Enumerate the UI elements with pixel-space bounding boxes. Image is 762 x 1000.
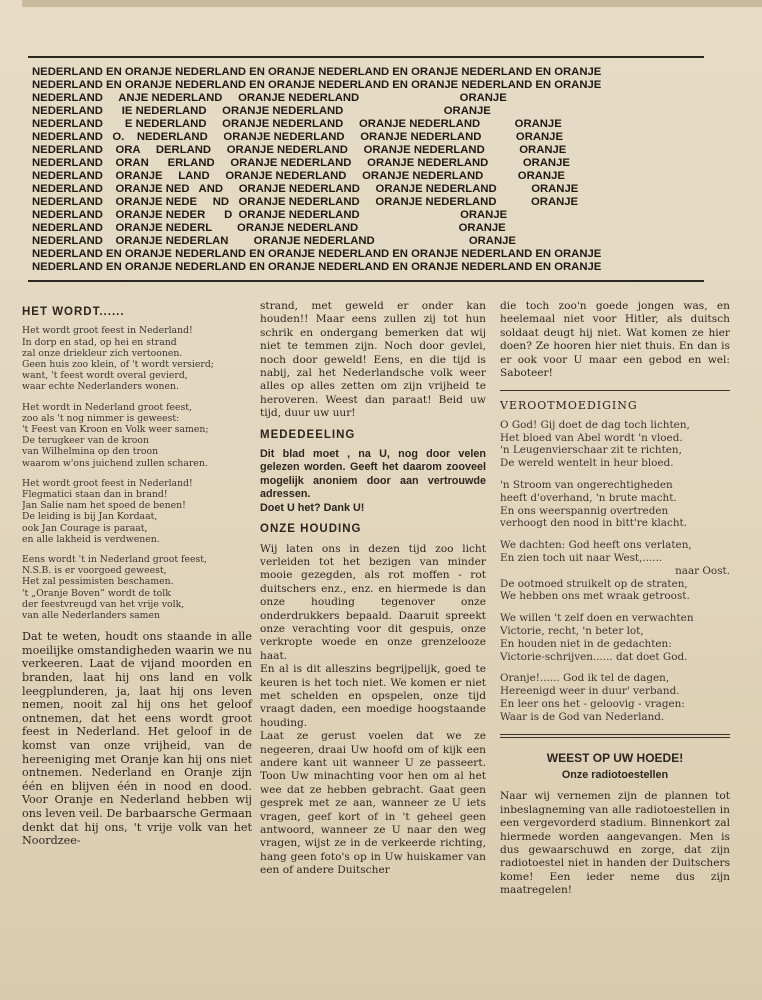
- banner-row: NEDERLAND IE NEDERLAND ORANJE NEDERLAND ORANJE: [32, 105, 491, 117]
- column-right: [500, 300, 730, 898]
- poem-stanza: [22, 402, 252, 469]
- poem-line: waarom w'ons juichend zullen scharen.: [22, 457, 208, 469]
- poem-line: O God! Gij doet de dag toch lichten,: [500, 418, 690, 431]
- poem-line: Het wordt groot feest in Nederland!: [22, 325, 193, 337]
- poem-line: waar echte Nederlanders wonen.: [22, 381, 179, 393]
- poem-line: De terugkeer van de kroon: [22, 435, 149, 447]
- banner-row: NEDERLAND ANJE NEDERLAND ORANJE NEDERLAND ORANJE: [32, 92, 507, 104]
- poem-line: We dachten: God heeft ons verlaten,: [500, 539, 692, 552]
- poem-line: Eens wordt 't in Nederland groot feest,: [22, 554, 207, 566]
- poem-line: Victorie-schrijven...... dat doet God.: [500, 650, 688, 663]
- banner-row: NEDERLAND ORANJE NEDERLAN ORANJE NEDERLAND ORANJE: [32, 235, 516, 247]
- banner-row: NEDERLAND ORANJE NEDER D ORANJE NEDERLAND ORANJE: [32, 209, 508, 221]
- article-body: En al is dit alleszins begrijpelijk, goed te keuren is het toch niet. We komen er niet met schelden en opspelen, onze tijd vraagt daden, een moedige hoogstaande houding.: [260, 663, 486, 729]
- poem-line: en alle lakheid is verdwenen.: [22, 533, 160, 545]
- poem-line: De ootmoed struikelt op de straten,: [500, 577, 688, 590]
- poem-line: naar Oost.: [675, 564, 730, 577]
- column-middle: [260, 300, 486, 878]
- poem-line: De leiding is bij Jan Kordaat,: [22, 511, 158, 523]
- poem-stanza: [500, 612, 730, 663]
- poem-line: 't Feest van Kroon en Volk weer samen;: [22, 424, 209, 436]
- poem-line: N.S.B. is er voorgoed geweest,: [22, 565, 167, 577]
- poem-line: van Wilhelmina op den troon: [22, 446, 159, 458]
- section-title: VEROOTMOEDIGING: [500, 399, 638, 413]
- poem-line: Jan Salie nam het spoed de benen!: [22, 500, 186, 512]
- banner-row: NEDERLAND E NEDERLAND ORANJE NEDERLAND ORANJE NEDERLAND ORANJE: [32, 118, 562, 130]
- poem-line: heeft d'overhand, 'n brute macht.: [500, 491, 677, 504]
- notice-text: Dit blad moet , na U, nog door velen gelezen worden. Geeft het daarom zooveel mogelijk anoniem door aan vertrouwde adressen.: [260, 448, 486, 501]
- poem-stanza: [500, 672, 730, 723]
- poem-line: We hebben ons met wraak getroost.: [500, 590, 690, 603]
- poem-line: Geen huis zoo klein, of 't wordt versierd;: [22, 359, 214, 371]
- banner-row: NEDERLAND O. NEDERLAND ORANJE NEDERLAND ORANJE NEDERLAND ORANJE: [32, 131, 564, 143]
- notice-question: Doet U het? Dank U!: [260, 501, 365, 514]
- article-body: Wij laten ons in dezen tijd zoo licht verleiden tot het bezigen van minder mooie gezegden, als rot moffen - rot duitschers enz., enz. en hiermede is dan onze houding tegenover onze onderdrukkers bepaald. Daaruit spreekt onze verachting voor dit gespuis, onze verkropte woede en onze grenzelooze haat.: [260, 542, 486, 662]
- poem-line: In dorp en stad, op hei en strand: [22, 336, 177, 348]
- poem-line: En houden niet in de gedachten:: [500, 637, 672, 650]
- poem-stanza: [22, 478, 252, 545]
- article-body: strand, met geweld er onder kan houden!! Maar eens zullen zij tot hun schrik en ondergang bemerken dat wij niet te temmen zijn. Noch door gevlei, noch door geweld! Eens, en die tijd is nabij, zal het Nederlandsche volk weer alles op alles zetten om zijn vrijheid te heroveren. Weest dan paraat! Beid uw tijd, duur uw uur!: [260, 300, 486, 420]
- section-title: MEDEDEELING: [260, 428, 356, 441]
- poem-line: zoo als 't nog nimmer is geweest:: [22, 412, 180, 424]
- section-subtitle: Onze radiotoestellen: [561, 768, 669, 781]
- banner-row: NEDERLAND ORAN ERLAND ORANJE NEDERLAND ORANJE NEDERLAND ORANJE: [32, 157, 570, 169]
- top-edge: [22, 0, 762, 7]
- poem-line: Oranje!...... God ik tel de dagen,: [500, 672, 670, 685]
- poem-line: Het zal pessimisten beschamen.: [22, 576, 174, 588]
- banner-row: NEDERLAND EN ORANJE NEDERLAND EN ORANJE NEDERLAND EN ORANJE NEDERLAND EN ORANJE: [32, 261, 602, 273]
- banner-row: NEDERLAND ORANJE LAND ORANJE NEDERLAND ORANJE NEDERLAND ORANJE: [32, 170, 565, 182]
- article-body: die toch zoo'n goede jongen was, en heelemaal niet voor Hitler, als duitsch soldaat deugt hij niet. Wat komen ze hier doen? Ze hooren hier niet thuis. En dan is er ook voor U maar een gebod en wel: Saboteer!: [500, 300, 730, 380]
- poem-line: van alle Nederlanders samen: [22, 610, 160, 622]
- poem-line: Hereenigd weer in duur' verband.: [500, 685, 680, 698]
- poem-line: En ons weerspannig overtreden: [500, 504, 669, 517]
- poem-line: En leer ons het - geloovig - vragen:: [500, 697, 685, 710]
- poem-line: Het bloed van Abel wordt 'n vloed.: [500, 431, 683, 444]
- poem-stanza: [500, 419, 730, 470]
- section-title: ONZE HOUDING: [260, 523, 362, 536]
- poem-line: Waar is de God van Nederland.: [500, 710, 665, 723]
- poem-line: We willen 't zelf doen en verwachten: [500, 612, 694, 625]
- poem-line: 'n Leugenvierschaar zit te richten,: [500, 444, 682, 457]
- banner-row: NEDERLAND ORA DERLAND ORANJE NEDERLAND ORANJE NEDERLAND ORANJE: [32, 144, 567, 156]
- poem-line: Het wordt groot feest in Nederland!: [22, 477, 193, 489]
- poem-line: want, 't feest wordt overal gevierd,: [22, 370, 188, 382]
- banner-row: NEDERLAND ORANJE NEDE ND ORANJE NEDERLAND ORANJE NEDERLAND ORANJE: [32, 196, 579, 208]
- poem-line: ook Jan Courage is paraat,: [22, 522, 148, 534]
- poem-line: 't „Oranje Boven” wordt de tolk: [22, 587, 171, 599]
- poem-line: Flegmatici staan dan in brand!: [22, 489, 168, 501]
- poem-stanza: [500, 539, 730, 603]
- banner-block: [28, 56, 704, 282]
- article-body: Naar wij vernemen zijn de plannen tot inbeslagneming van alle radiotoestellen in een vergevorderd stadium. Binnenkort zal hiermede worden aangevangen. Men is dus gewaarschuwd en zorge, dat zijn radiotoestel niet in handen der Duitschers kome! Een ieder neme dus zijn maatregelen!: [500, 790, 730, 897]
- poem-line: 'n Stroom van ongerechtigheden: [500, 479, 673, 492]
- poem-stanza: [22, 325, 252, 392]
- column-left: [22, 300, 252, 848]
- section-title: WEEST OP UW HOEDE!: [546, 750, 684, 765]
- poem-line: der feestvreugd van het vrije volk,: [22, 598, 185, 610]
- poem-line: En zien toch uit naar West,......: [500, 552, 663, 565]
- poem-line: Victorie, recht, 'n beter lot,: [500, 625, 644, 637]
- banner-row: NEDERLAND ORANJE NEDERL ORANJE NEDERLAND ORANJE: [32, 222, 506, 234]
- poem-stanza: [500, 479, 730, 530]
- banner-row: NEDERLAND EN ORANJE NEDERLAND EN ORANJE NEDERLAND EN ORANJE NEDERLAND EN ORANJE: [32, 66, 602, 78]
- poem-stanza: [22, 554, 252, 621]
- banner-row: NEDERLAND ORANJE NED AND ORANJE NEDERLAND ORANJE NEDERLAND ORANJE: [32, 183, 579, 195]
- banner-row: NEDERLAND EN ORANJE NEDERLAND EN ORANJE NEDERLAND EN ORANJE NEDERLAND EN ORANJE: [32, 79, 602, 91]
- poem-line: De wereld wentelt in heur bloed.: [500, 457, 674, 470]
- poem-line: Het wordt in Nederland groot feest,: [22, 401, 192, 413]
- poem-line: zal onze driekleur zich vertoonen.: [22, 347, 183, 359]
- section-title: HET WORDT......: [22, 306, 125, 318]
- article-body: Laat ze gerust voelen dat we ze negeeren, draai Uw hoofd om of kijk een andere kant uit wanneer U ze passeert. Toon Uw minachting voor hen om al het wee dat ze hebben gebracht. Gaat geen gesprek met ze aan, wanneer ze U iets vragen, geef kort of in 't geheel geen antwoord, wanneer ze U naar den weg vragen, wijst ze in de verkeerde richting, hang geen foto's op in Uw huiskamer van een of andere Duitscher: [260, 730, 486, 877]
- poem-line: verhoogt den nood in bitt're klacht.: [500, 517, 687, 530]
- article-body: Dat te weten, houdt ons staande in alle moeilijke omstandigheden waarin we nu verkeeren. Laat de vijand moorden en branden, laat hij ons land en volk leegplunderen, ja, laat hij ons leven nemen, nooit zal hij ons het geloof ontnemen, dat het eens wordt groot feest in Nederland. Het geloof in de komst van onze vrijheid, van de hereeniging met Oranje kan hij ons niet ontnemen. Nederland en Oranje zijn één en blijven één in nood en dood. Voor Oranje en Nederland hebben wij ons leven veil. De barbaarsche Germaan denkt dat hij ons, 't vrije volk van het Noordzee-: [22, 630, 252, 848]
- banner-row: NEDERLAND EN ORANJE NEDERLAND EN ORANJE NEDERLAND EN ORANJE NEDERLAND EN ORANJE: [32, 248, 602, 260]
